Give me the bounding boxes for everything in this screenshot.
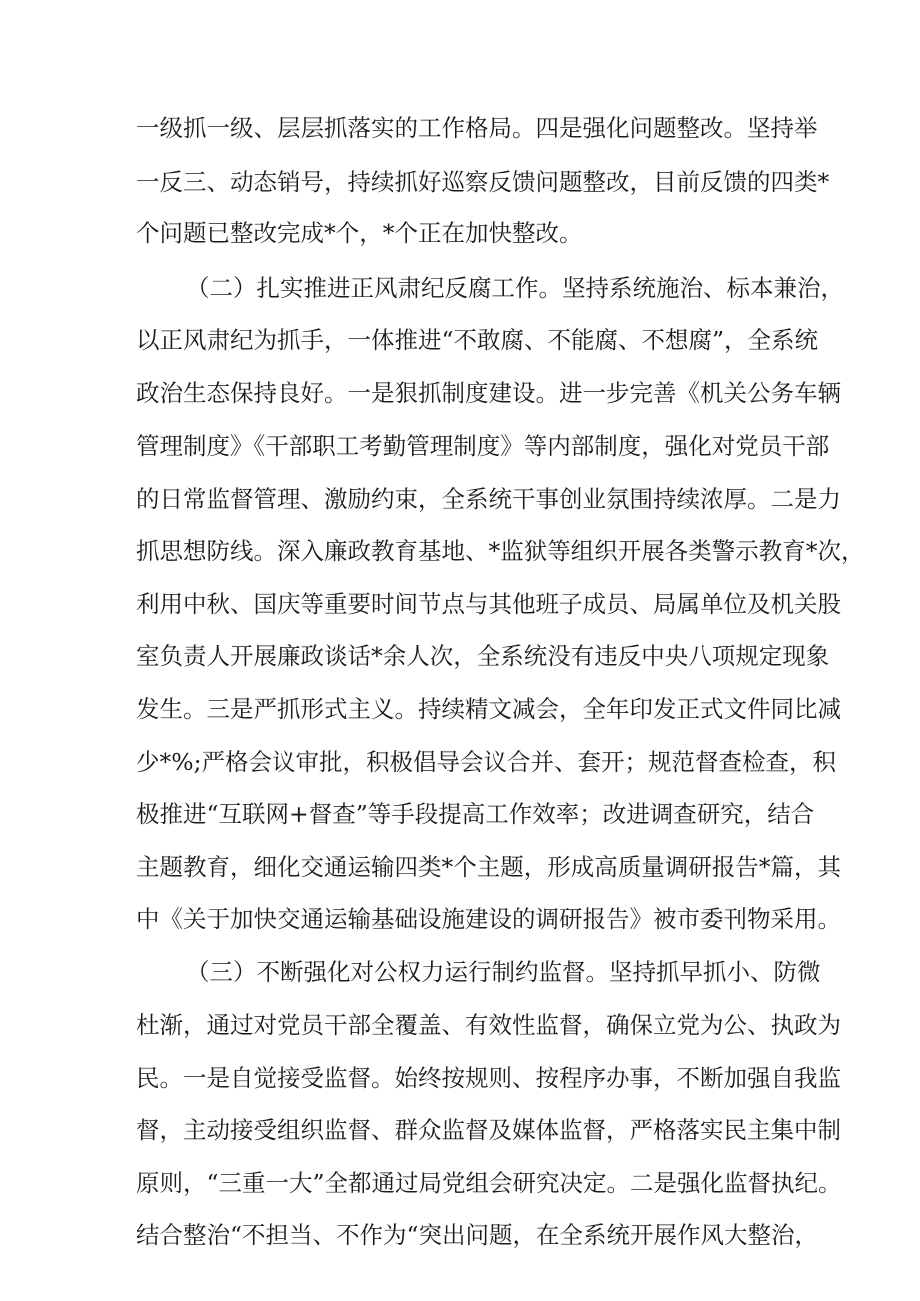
- text-line: 抓思想防线。深入廉政教育基地、*监狱等组织开展各类警示教育*次，: [136, 537, 865, 565]
- text-line: 主题教育，细化交通运输四类*个主题，形成高质量调研报告*篇，其: [136, 853, 841, 881]
- text-line: 政治生态保持良好。一是狠抓制度建设。进一步完善《机关公务车辆: [136, 379, 841, 407]
- text-line: 发生。三是严抓形式主义。持续精文减会，全年印发正式文件同比减: [136, 695, 841, 723]
- paragraph-heading-line: （二）扎实推进正风肃纪反腐工作。坚持系统施治、标本兼治，: [186, 274, 844, 302]
- text-line: 杜渐，通过对党员干部全覆盖、有效性监督，确保立党为公、执政为: [136, 1011, 841, 1039]
- paragraph-heading-line: （三）不断强化对公权力运行制约监督。坚持抓早抓小、防微: [186, 958, 821, 986]
- text-line: 一反三、动态销号，持续抓好巡察反馈问题整改，目前反馈的四类*: [136, 168, 830, 196]
- text-line: 督，主动接受组织监督、群众监督及媒体监督，严格落实民主集中制: [136, 1116, 841, 1144]
- text-line: 结合整治“不担当、不作为“突出问题，在全系统开展作风大整治，: [136, 1221, 819, 1249]
- text-line: 管理制度》《干部职工考勤管理制度》等内部制度，强化对党员干部: [136, 432, 830, 460]
- text-line: 少*%;严格会议审批，积极倡导会议合并、套开；规范督查检查，积: [136, 748, 836, 776]
- text-line: 极推进“互联网+督查”等手段提高工作效率；改进调查研究，结合: [136, 800, 815, 828]
- text-line: 一级抓一级、层层抓落实的工作格局。四是强化问题整改。坚持举: [136, 114, 818, 142]
- text-line: 的日常监督管理、激励约束，全系统干事创业氛围持续浓厚。二是力: [136, 485, 841, 513]
- text-line: 个问题已整改完成*个，*个正在加快整改。: [136, 219, 583, 247]
- text-line: 原则，“三重一大”全都通过局党组会研究决定。二是强化监督执纪。: [136, 1169, 842, 1197]
- text-line: 室负责人开展廉政谈话*余人次，全系统没有违反中央八项规定现象: [136, 642, 830, 670]
- text-line: 民。一是自觉接受监督。始终按规则、按程序办事，不断加强自我监: [136, 1064, 841, 1092]
- text-line: 以正风肃纪为抓手，一体推进“不敢腐、不能腐、不想腐”，全系统: [136, 326, 819, 354]
- text-line: 中《关于加快交通运输基础设施建设的调研报告》被市委刊物采用。: [136, 905, 841, 933]
- text-line: 利用中秋、国庆等重要时间节点与其他班子成员、局属单位及机关股: [136, 590, 841, 618]
